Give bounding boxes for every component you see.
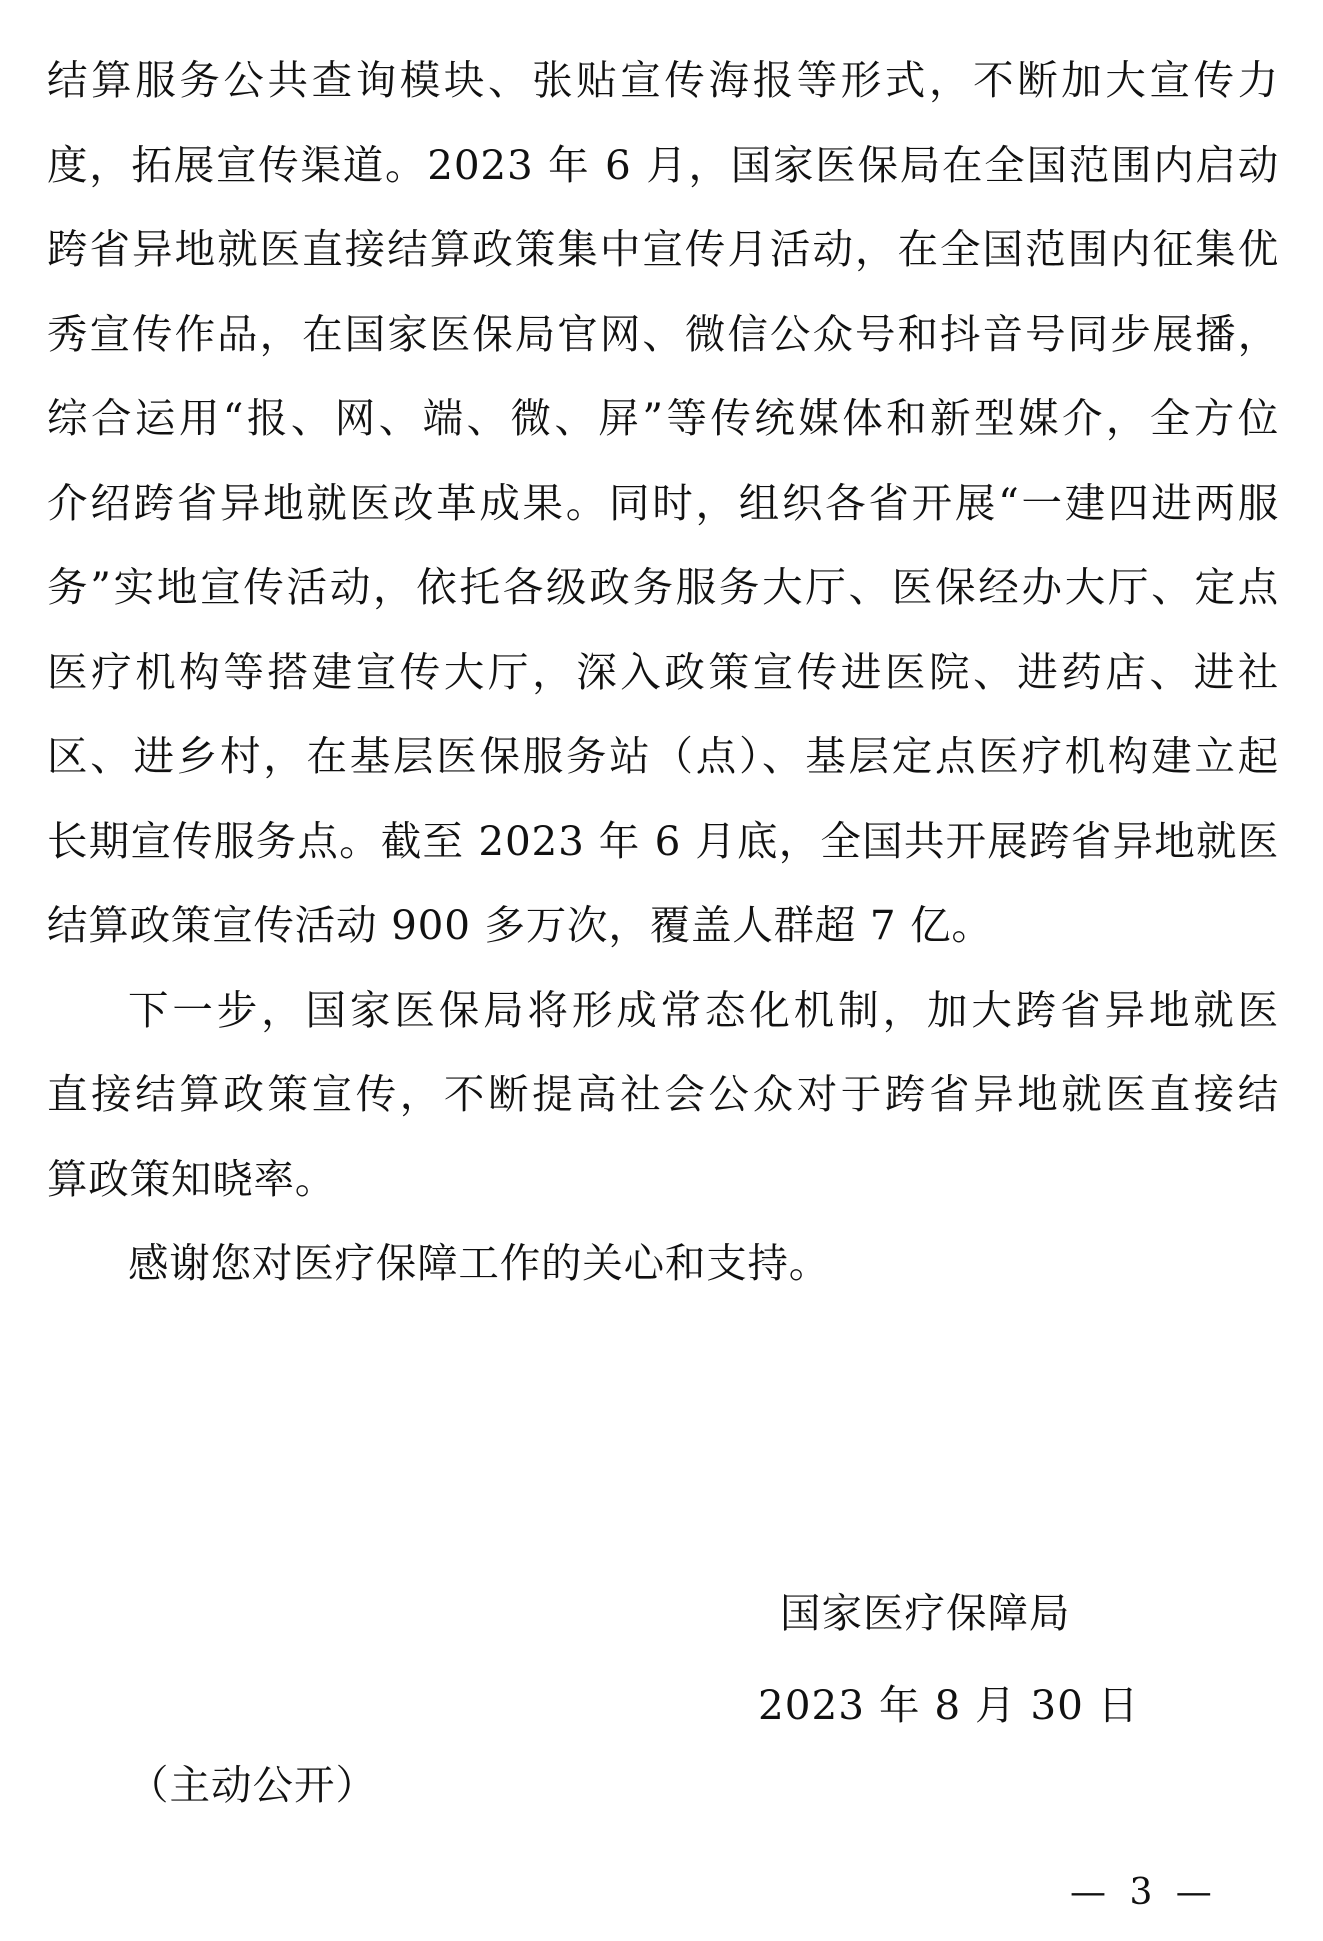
text-line: 秀宣传作品，在国家医保局官网、微信公众号和抖音号同步展播， — [47, 309, 1279, 358]
letter-body — [47, 38, 1279, 1306]
signature-date: 2023 年 8 月 30 日 — [758, 1681, 1140, 1729]
text-line: 长期宣传服务点。截至 2023 年 6 月底，全国共开展跨省异地就医 — [47, 816, 1279, 865]
signature-organization: 国家医疗保障局 — [780, 1589, 1071, 1637]
paragraph-next-step — [47, 968, 1279, 1222]
text-line: 算政策知晓率。 — [47, 1154, 337, 1203]
text-line: 结算服务公共查询模块、张贴宣传海报等形式，不断加大宣传力 — [47, 56, 1279, 104]
page-number: — 3 — — [1070, 1872, 1218, 1913]
text-line: 感谢您对医疗保障工作的关心和支持。 — [128, 1239, 831, 1287]
text-line: 介绍跨省异地就医改革成果。同时，组织各省开展“一建四进两服 — [47, 478, 1279, 527]
text-line: 跨省异地就医直接结算政策集中宣传月活动，在全国范围内征集优 — [47, 225, 1279, 273]
text-line: 区、进乡村，在基层医保服务站（点）、基层定点医疗机构建立起 — [47, 732, 1279, 780]
text-line: 直接结算政策宣传，不断提高社会公众对于跨省异地就医直接结 — [47, 1070, 1279, 1118]
paragraph-thanks — [47, 1221, 1279, 1306]
disclosure-note: （主动公开） — [128, 1761, 377, 1809]
text-line: 结算政策宣传活动 900 多万次，覆盖人群超 7 亿。 — [47, 901, 993, 949]
text-line: 下一步，国家医保局将形成常态化机制，加大跨省异地就医 — [128, 985, 1279, 1034]
paragraph-promotion — [47, 38, 1279, 968]
text-line: 务”实地宣传活动，依托各级政务服务大厅、医保经办大厅、定点 — [47, 563, 1279, 611]
text-line: 医疗机构等搭建宣传大厅，深入政策宣传进医院、进药店、进社 — [47, 647, 1279, 696]
text-line: 度，拓展宣传渠道。2023 年 6 月，国家医保局在全国范围内启动 — [47, 140, 1279, 189]
text-line: 综合运用“报、网、端、微、屏”等传统媒体和新型媒介，全方位 — [47, 394, 1279, 442]
